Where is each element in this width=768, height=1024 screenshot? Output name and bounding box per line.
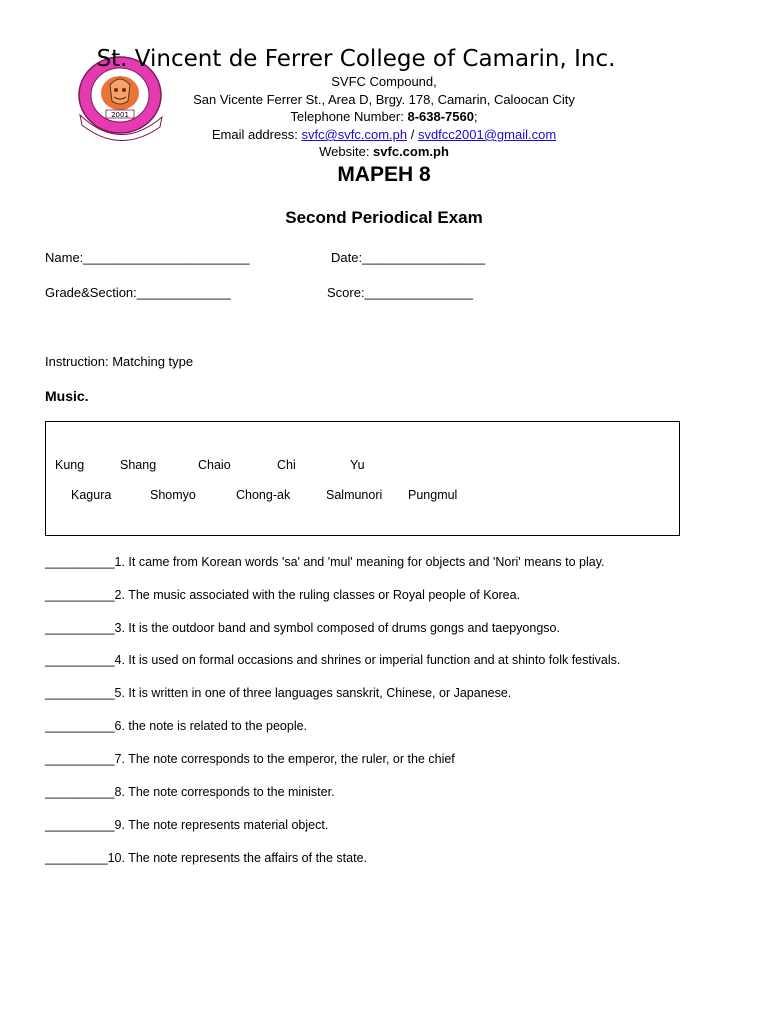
choice-item: Chong-ak — [236, 488, 291, 502]
score-field: Score:_______________ — [327, 285, 474, 300]
question-item: __________1. It came from Korean words 'sa' and 'mul' meaning for objects and 'Nori' means to play. — [45, 555, 605, 569]
website-label: Website: — [319, 144, 374, 159]
question-item: __________5. It is written in one of three languages sanskrit, Chinese, or Japanese. — [45, 686, 512, 700]
telephone-suffix: ; — [473, 109, 478, 124]
choice-item: Chaio — [198, 458, 231, 472]
instruction-text: Instruction: Matching type — [45, 354, 194, 369]
question-item: __________3. It is the outdoor band and symbol composed of drums gongs and taepyongso. — [45, 621, 560, 635]
email-link-2[interactable]: svdfcc2001@gmail.com — [417, 127, 557, 142]
choice-item: Chi — [277, 458, 296, 472]
question-item: __________9. The note represents material object. — [45, 818, 329, 832]
grade-section-field: Grade&Section:_____________ — [45, 285, 231, 300]
school-email — [0, 126, 768, 143]
logo-year: 2001 — [111, 111, 129, 119]
choice-item: Yu — [350, 458, 365, 472]
website-value: svfc.com.ph — [373, 144, 449, 159]
question-item: __________4. It is used on formal occasions and shrines or imperial function and at shinto folk festivals. — [45, 653, 621, 667]
question-item: __________8. The note corresponds to the minister. — [45, 785, 335, 799]
choice-item: Salmunori — [326, 488, 383, 502]
section-title: Music. — [45, 388, 89, 404]
telephone-number: 8-638-7560 — [407, 109, 474, 124]
email-separator: / — [407, 127, 418, 142]
email-label: Email address: — [211, 127, 302, 142]
email-link-1[interactable]: svfc@svfc.com.ph — [301, 127, 408, 142]
school-address: San Vicente Ferrer St., Area D, Brgy. 178, Camarin, Caloocan City — [193, 92, 575, 107]
choice-item: Shomyo — [150, 488, 196, 502]
school-telephone — [0, 108, 768, 125]
school-name: St. Vincent de Ferrer College of Camarin, Inc. — [96, 46, 616, 72]
choice-item: Shang — [120, 458, 157, 472]
school-compound: SVFC Compound, — [331, 74, 437, 89]
date-field: Date:_________________ — [331, 250, 485, 265]
question-item: _________10. The note represents the affairs of the state. — [45, 851, 367, 865]
choice-item: Kagura — [71, 488, 112, 502]
choices-box — [45, 421, 680, 536]
school-website — [0, 143, 768, 160]
choice-item: Kung — [55, 458, 85, 472]
question-item: __________2. The music associated with the ruling classes or Royal people of Korea. — [45, 588, 521, 602]
name-field: Name:_______________________ — [45, 250, 250, 265]
exam-subject: MAPEH 8 — [337, 163, 431, 186]
exam-title: Second Periodical Exam — [285, 208, 483, 227]
question-item: __________7. The note corresponds to the emperor, the ruler, or the chief — [45, 752, 455, 766]
telephone-label: Telephone Number: — [290, 109, 408, 124]
choice-item: Pungmul — [408, 488, 458, 502]
question-item: __________6. the note is related to the people. — [45, 719, 308, 733]
